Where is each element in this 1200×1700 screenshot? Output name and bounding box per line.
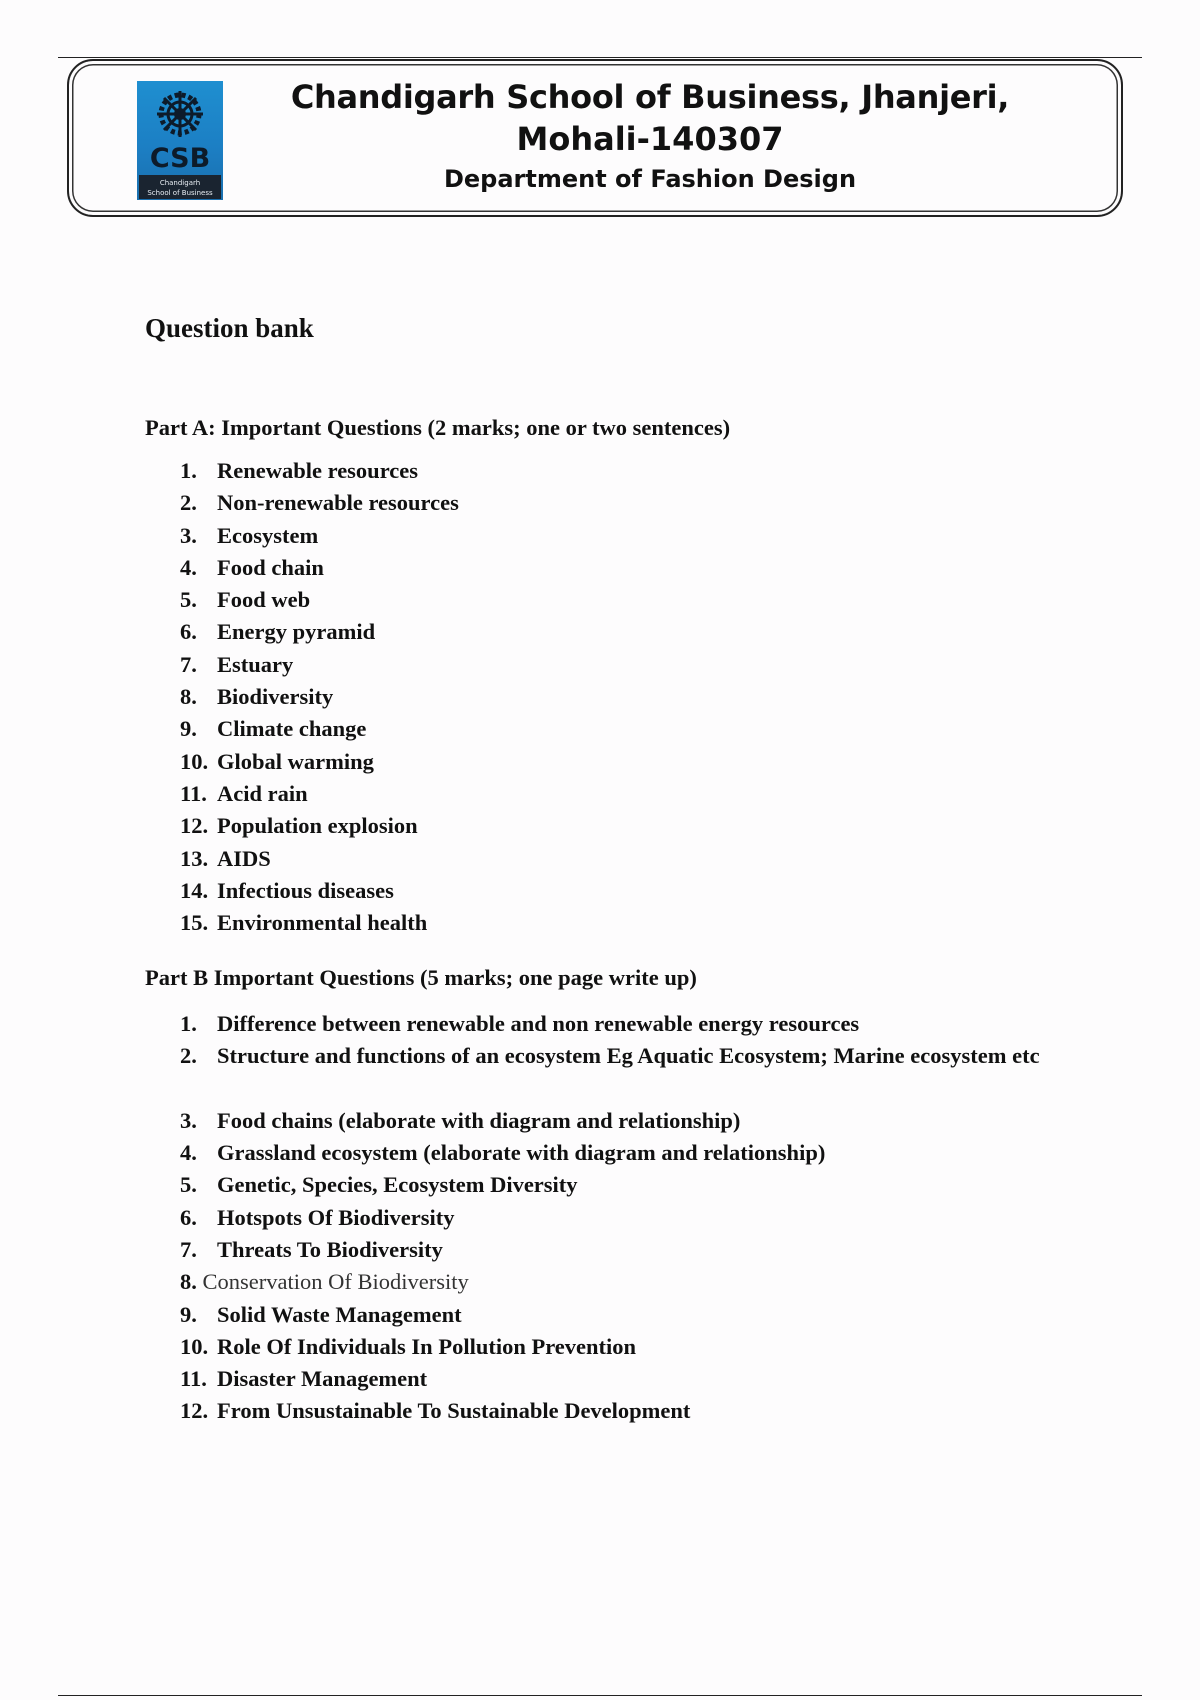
department-name: Department of Fashion Design [443,165,857,193]
list-item: 4. Grassland ecosystem (elaborate with diagram and relationship) [180,1140,826,1166]
list-item: 11. Disaster Management [180,1366,428,1392]
list-item: 12. From Unsustainable To Sustainable Development [180,1398,691,1424]
logo-subtext-1: Chandigarh [159,179,201,187]
gear-globe-icon [157,91,203,137]
list-item: 3. Food chains (elaborate with diagram and relationship) [180,1107,741,1133]
list-item: 2. Structure and functions of an ecosystem Eg Aquatic Ecosystem; Marine ecosystem etc [180,1043,1040,1069]
list-item: 15. Environmental health [180,910,428,936]
list-item: 8. Conservation Of Biodiversity [180,1269,469,1295]
list-item: 9. Solid Waste Management [180,1301,462,1327]
school-name-line2: Mohali-140307 [516,120,784,158]
list-item: 8. Biodiversity [180,684,334,710]
list-item: 11. Acid rain [180,780,308,806]
list-item: 6. Hotspots Of Biodiversity [180,1204,455,1230]
list-item: 4. Food chain [180,554,324,580]
list-item: 5. Food web [180,587,311,613]
list-item: 5. Genetic, Species, Ecosystem Diversity [180,1172,578,1198]
part-b-question-list [180,1008,1122,1428]
list-item: 12. Population explosion [180,813,418,839]
logo-text: CSB [149,143,211,174]
list-item: 7. Estuary [180,651,294,677]
list-item: 1. Difference between renewable and non renewable energy resources [180,1011,860,1036]
part-b-heading: Part B Important Questions (5 marks; one page write up) [145,965,697,990]
page-bottom-rule [58,1695,1142,1696]
list-item: 9. Climate change [180,716,367,742]
list-item: 1. Renewable resources [180,458,419,483]
list-item: 7. Threats To Biodiversity [180,1236,443,1262]
part-a-question-list [180,455,459,939]
list-item: 3. Ecosystem [180,522,319,548]
list-item: 2. Non-renewable resources [180,490,459,516]
page-top-rule [58,57,1142,58]
school-logo [137,81,223,200]
list-item: 6. Energy pyramid [180,619,376,645]
part-a-heading: Part A: Important Questions (2 marks; one or two sentences) [145,415,731,440]
list-item: 10. Global warming [180,748,374,774]
letterhead-title [260,76,1040,196]
logo-subtext-2: School of Business [147,189,213,197]
list-item: 10. Role Of Individuals In Pollution Prevention [180,1333,637,1359]
school-name-line1: Chandigarh School of Business, Jhanjeri, [290,78,1010,116]
document-title: Question bank [145,313,314,343]
list-item: 14. Infectious diseases [180,877,394,903]
list-item: 13. AIDS [180,845,271,871]
